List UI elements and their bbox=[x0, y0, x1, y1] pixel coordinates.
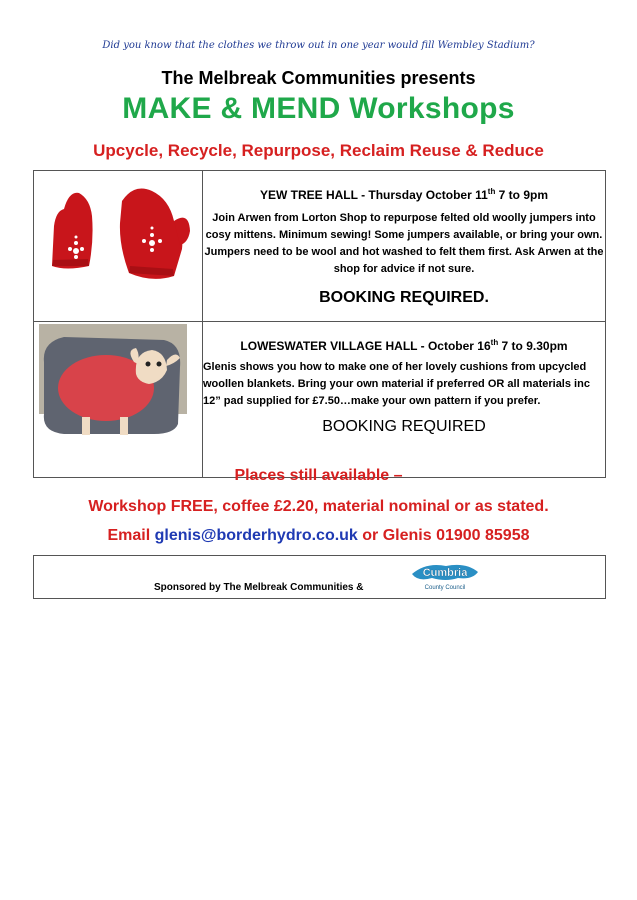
pricing-info: Workshop FREE, coffee £2.20, material nominal or as stated. bbox=[88, 498, 549, 515]
event-description: Join Arwen from Lorton Shop to repurpose felted old woolly jumpers into cosy mittens. Minimum sewing! Some jumpers available, or bring your own. Jumpers need to be wool and hot washed to felt them first. Ask Arwen at the shop for advice if not sure. bbox=[204, 212, 604, 275]
event-image-cell bbox=[34, 171, 203, 322]
event-description: Glenis shows you how to make one of her lovely cushions from upcycled woollen blankets. Bring your own material if preferred OR all materials inc 12” pad supplied for £7.50…make your own pattern if you prefer. bbox=[203, 361, 590, 407]
event-image-cell bbox=[34, 322, 203, 478]
places-available: Places still available – bbox=[234, 467, 403, 484]
page-title: MAKE & MEND Workshops bbox=[122, 92, 515, 125]
red-mittens-photo-icon bbox=[34, 171, 202, 316]
presents-heading: The Melbreak Communities presents bbox=[161, 68, 476, 88]
event-title: YEW TREE HALL - Thursday October 11th 7 to 9pm bbox=[259, 187, 549, 202]
email-label: Email bbox=[107, 527, 155, 544]
phone-text: or Glenis 01900 85958 bbox=[357, 527, 530, 544]
tagline: Upcycle, Recycle, Repurpose, Reclaim Reuse & Reduce bbox=[93, 141, 544, 160]
event-title: LOWESWATER VILLAGE HALL - October 16th 7 to 9.30pm bbox=[240, 338, 568, 353]
booking-note: BOOKING REQUIRED bbox=[322, 418, 486, 435]
fact-line: Did you know that the clothes we throw out in one year would fill Wembley Stadium? bbox=[102, 40, 535, 51]
cumbria-logo-icon bbox=[406, 560, 484, 594]
sponsor-text: Sponsored by The Melbreak Communities & bbox=[154, 582, 364, 593]
booking-note: BOOKING REQUIRED. bbox=[319, 289, 489, 306]
event-row bbox=[34, 171, 606, 322]
event-details bbox=[203, 322, 606, 478]
event-details bbox=[203, 171, 606, 322]
email-link[interactable]: glenis@borderhydro.co.uk bbox=[154, 527, 358, 544]
events-table bbox=[33, 170, 606, 478]
sponsor-box bbox=[33, 555, 606, 599]
contact-line bbox=[0, 527, 637, 545]
svg-text:County Council: County Council bbox=[424, 585, 466, 591]
svg-text:Cumbria: Cumbria bbox=[422, 567, 468, 579]
event-row bbox=[34, 322, 606, 478]
sheep-cushion-photo-icon bbox=[34, 322, 202, 472]
